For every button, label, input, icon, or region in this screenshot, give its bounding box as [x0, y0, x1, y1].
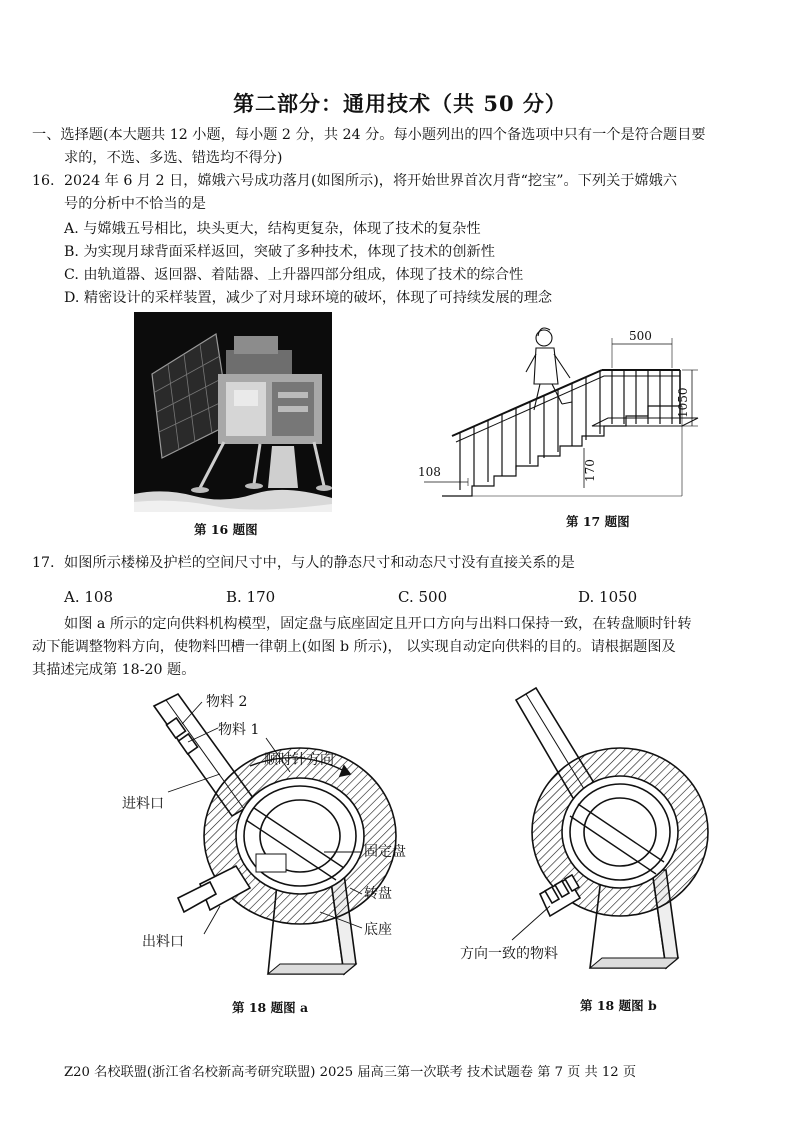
stair-handrail-drawing	[412, 318, 702, 510]
dim-170-label: 170	[583, 459, 597, 482]
q17-figure-caption: 第 17 题图	[566, 514, 630, 529]
fig18b-caption: 第 18 题图 b	[580, 998, 657, 1013]
label-inlet: 进料口	[122, 796, 164, 812]
q17-option-b[interactable]: B. 170	[226, 588, 276, 606]
page-title: 第二部分：通用技术（共 50 分）	[233, 91, 567, 116]
label-material-1: 物料 1	[218, 722, 260, 738]
fig18a-caption: 第 18 题图 a	[232, 1000, 309, 1015]
q16-option-c[interactable]: C. 由轨道器、返回器、着陆器、上升器四部分组成，体现了技术的综合性	[64, 267, 524, 283]
label-turntable: 转盘	[364, 886, 392, 902]
q17-option-c[interactable]: C. 500	[398, 588, 448, 606]
dim-500-label: 500	[629, 329, 652, 343]
label-material-2: 物料 2	[206, 694, 248, 710]
dim-108-label: 108	[418, 465, 441, 479]
feeder-mechanism-figure-b	[452, 684, 712, 976]
q18-intro-line2: 动下能调整物料方向，使物料凹槽一律朝上(如图 b 所示)， 以实现自动定向供料的目的。请根据题图及	[32, 639, 676, 655]
label-base: 底座	[364, 922, 392, 938]
label-fixed-disk: 固定盘	[364, 844, 406, 860]
feeder-mechanism-figure-a	[118, 684, 408, 990]
q16-option-b[interactable]: B. 为实现月球背面采样返回，突破了多种技术，体现了技术的创新性	[64, 244, 495, 260]
section-instruction-line1: 一、选择题(本大题共 12 小题，每小题 2 分，共 24 分。每小题列出的四个备选项中只有一个是符合题目要	[32, 127, 706, 143]
q18-intro-line3: 其描述完成第 18-20 题。	[32, 662, 196, 678]
q17-option-d[interactable]: D. 1050	[578, 588, 638, 606]
chang-e-6-lander-photo	[134, 312, 332, 512]
label-clockwise: 顺时针方向	[264, 752, 334, 768]
q17-stem: 如图所示楼梯及护栏的空间尺寸中，与人的静态尺寸和动态尺寸没有直接关系的是	[64, 555, 575, 571]
q16-option-d[interactable]: D. 精密设计的采样装置，减少了对月球环境的破坏，体现了可持续发展的理念	[64, 290, 553, 306]
label-outlet: 出料口	[142, 934, 184, 950]
q16-number: 16.	[32, 173, 55, 189]
q16-stem-line1: 2024 年 6 月 2 日，嫦娥六号成功落月(如图所示)，将开始世界首次月背“挖宝”。下列关于嫦娥六	[64, 173, 678, 189]
person-figure	[526, 328, 572, 410]
q18-intro-line1: 如图 a 所示的定向供料机构模型，固定盘与底座固定且开口方向与出料口保持一致，在转盘顺时针转	[64, 616, 692, 632]
dim-1050-label: 1050	[676, 387, 690, 418]
section-instruction-line2: 求的，不选、多选、错选均不得分)	[64, 150, 283, 166]
q16-stem-line2: 号的分析中不恰当的是	[64, 196, 206, 212]
q16-figure-caption: 第 16 题图	[194, 522, 258, 537]
page-footer: Z20 名校联盟(浙江省名校新高考研究联盟) 2025 届高三第一次联考 技术试题卷 第 7 页 共 12 页	[64, 1065, 637, 1080]
q17-option-a[interactable]: A. 108	[64, 588, 113, 606]
label-aligned-materials: 方向一致的物料	[460, 946, 558, 962]
q17-number: 17.	[32, 555, 55, 571]
q16-option-a[interactable]: A. 与嫦娥五号相比，块头更大，结构更复杂，体现了技术的复杂性	[64, 221, 481, 237]
